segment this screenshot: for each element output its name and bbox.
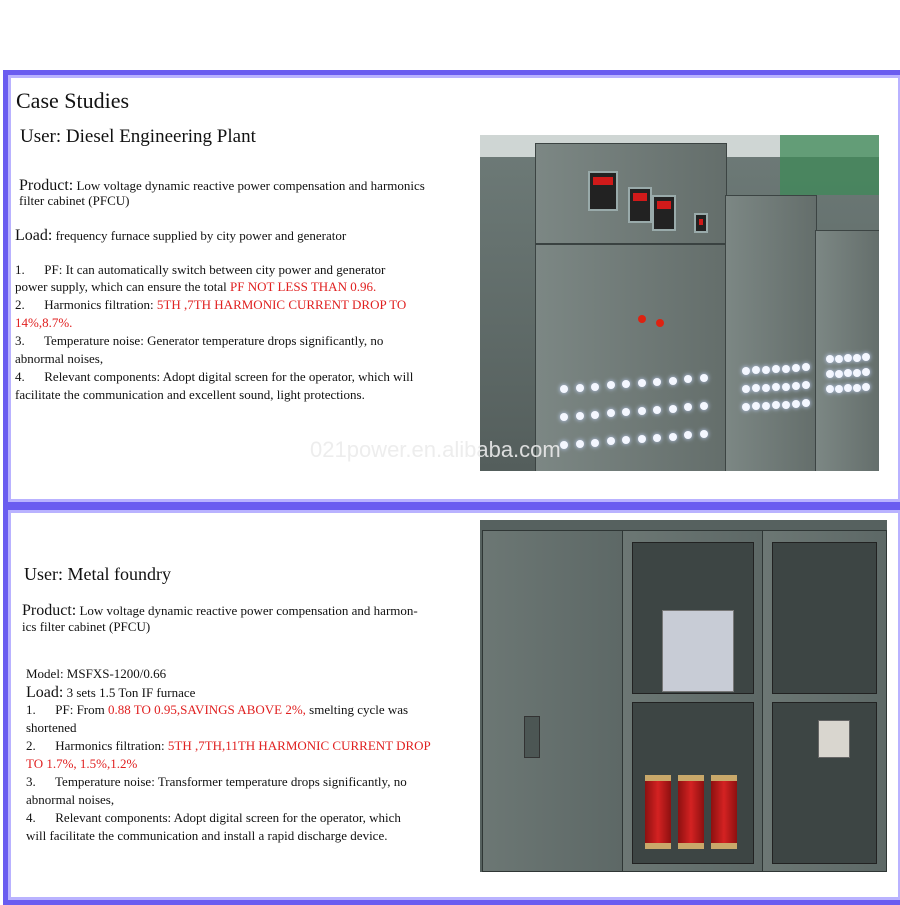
green-top-strip <box>780 135 879 195</box>
load-1 <box>15 227 346 245</box>
indicator-light <box>762 384 770 392</box>
indicator-light <box>782 365 790 373</box>
cabinet-photo-2 <box>480 520 887 872</box>
indicator-light <box>853 384 861 392</box>
indicator-light <box>792 400 800 408</box>
product-text: Low voltage dynamic reactive power compensation and harmon- <box>79 603 418 618</box>
reactor-coil <box>678 775 704 849</box>
upper-compartment <box>772 542 877 694</box>
meter-display <box>588 171 618 211</box>
load-text: frequency furnace supplied by city power and generator <box>55 228 347 243</box>
middle-door <box>725 195 817 471</box>
product-1-line2: filter cabinet (PFCU) <box>19 193 130 208</box>
s1-item1-line1: 1. PF: It can automatically switch between city power and generator <box>15 262 386 277</box>
indicator-light <box>782 383 790 391</box>
indicator-light <box>700 430 708 438</box>
s2-item1-line1 <box>26 702 408 718</box>
meter-display <box>652 195 676 231</box>
indicator-light <box>591 383 599 391</box>
indicator-light <box>835 370 843 378</box>
s2-item1-red: 0.88 TO 0.95,SAVINGS ABOVE 2%, <box>108 702 306 717</box>
s1-item3-line2: abnormal noises, <box>15 351 104 366</box>
reactor-coil <box>645 775 671 849</box>
red-button <box>638 315 646 323</box>
indicator-light <box>792 382 800 390</box>
transformer-small <box>818 720 850 758</box>
switch-unit <box>662 610 734 692</box>
product-label: Product: <box>19 177 74 194</box>
product-2 <box>22 602 418 620</box>
door-seam <box>535 243 725 245</box>
indicator-light <box>853 354 861 362</box>
s1-item2-red: 5TH ,7TH HARMONIC CURRENT DROP TO <box>156 297 407 312</box>
indicator-light <box>700 374 708 382</box>
indicator-light <box>560 441 568 449</box>
s1-item2-line1 <box>15 297 406 313</box>
indicator-light <box>853 369 861 377</box>
s2-item1-plain: 1. PF: From <box>26 702 108 717</box>
indicator-light <box>653 406 661 414</box>
meter-display <box>694 213 708 233</box>
indicator-light <box>826 385 834 393</box>
load-label: Load: <box>15 227 53 244</box>
s1-item4-line1: 4. Relevant components: Adopt digital screen for the operator, which will <box>15 369 414 384</box>
s1-item1-red: PF NOT LESS THAN 0.96. <box>230 279 377 294</box>
right-door <box>815 230 879 471</box>
indicator-light <box>607 381 615 389</box>
model: Model: MSFXS-1200/0.66 <box>26 666 167 681</box>
user-diesel-plant: User: Diesel Engineering Plant <box>20 126 256 147</box>
indicator-light <box>792 364 800 372</box>
load-label: Load: <box>26 684 64 701</box>
s1-item4-line2: facilitate the communication and excellent sound, light protections. <box>15 387 365 402</box>
s1-item2-plain: 2. Harmonics filtration: <box>15 297 157 312</box>
s1-item1-line2 <box>15 279 376 295</box>
product-2-line2: ics filter cabinet (PFCU) <box>22 619 151 634</box>
meter-display <box>628 187 652 223</box>
watermark: 021power.en.alibaba.com <box>310 437 561 462</box>
load-2 <box>26 684 195 702</box>
s2-item3-line1: 3. Temperature noise: Transformer temperature drops significantly, no <box>26 774 407 789</box>
s2-item3-line2: abnormal noises, <box>26 792 115 807</box>
indicator-light <box>607 409 615 417</box>
indicator-light <box>653 434 661 442</box>
load-text: 3 sets 1.5 Ton IF furnace <box>66 685 196 700</box>
s2-item2-line1 <box>26 738 431 754</box>
indicator-light <box>762 402 770 410</box>
indicator-light <box>700 402 708 410</box>
s1-item3-line1: 3. Temperature noise: Generator temperature drops significantly, no <box>15 333 384 348</box>
indicator-light <box>669 377 677 385</box>
indicator-light <box>826 370 834 378</box>
indicator-light <box>560 413 568 421</box>
indicator-light <box>653 378 661 386</box>
red-button <box>656 319 664 327</box>
s1-item1-plain: power supply, which can ensure the total <box>15 279 231 294</box>
indicator-light <box>638 379 646 387</box>
door-handle <box>524 716 540 758</box>
indicator-light <box>835 355 843 363</box>
indicator-light <box>742 403 750 411</box>
indicator-light <box>669 405 677 413</box>
indicator-light <box>826 355 834 363</box>
case-studies-heading: Case Studies <box>16 88 130 113</box>
s2-item2-plain: 2. Harmonics filtration: <box>26 738 168 753</box>
product-text: Low voltage dynamic reactive power compensation and harmonics <box>76 178 425 193</box>
s2-item1-line2: shortened <box>26 720 77 735</box>
s2-item4-line1: 4. Relevant components: Adopt digital screen for the operator, which <box>26 810 401 825</box>
indicator-light <box>762 366 770 374</box>
reactor-coil <box>711 775 737 849</box>
indicator-light <box>576 384 584 392</box>
indicator-light <box>560 385 568 393</box>
indicator-light <box>669 433 677 441</box>
indicator-light <box>742 385 750 393</box>
indicator-light <box>742 367 750 375</box>
cabinet-photo-1 <box>480 135 879 471</box>
s2-item2-red: 5TH ,7TH,11TH HARMONIC CURRENT DROP <box>167 738 431 753</box>
s2-item4-line2: will facilitate the communication and install a rapid discharge device. <box>26 828 388 843</box>
indicator-light <box>638 407 646 415</box>
indicator-light <box>591 439 599 447</box>
s1-item2-line2: 14%,8.7%. <box>15 315 73 330</box>
indicator-light <box>576 440 584 448</box>
indicator-light <box>607 437 615 445</box>
indicator-light <box>782 401 790 409</box>
user-metal-foundry: User: Metal foundry <box>24 564 171 584</box>
s2-item1-plain2: smelting cycle was <box>305 702 409 717</box>
product-label: Product: <box>22 602 77 619</box>
indicator-light <box>638 435 646 443</box>
closed-door <box>482 530 624 872</box>
s2-item2-line2: TO 1.7%, 1.5%,1.2% <box>26 756 138 771</box>
indicator-light <box>591 411 599 419</box>
indicator-light <box>835 385 843 393</box>
indicator-light <box>576 412 584 420</box>
